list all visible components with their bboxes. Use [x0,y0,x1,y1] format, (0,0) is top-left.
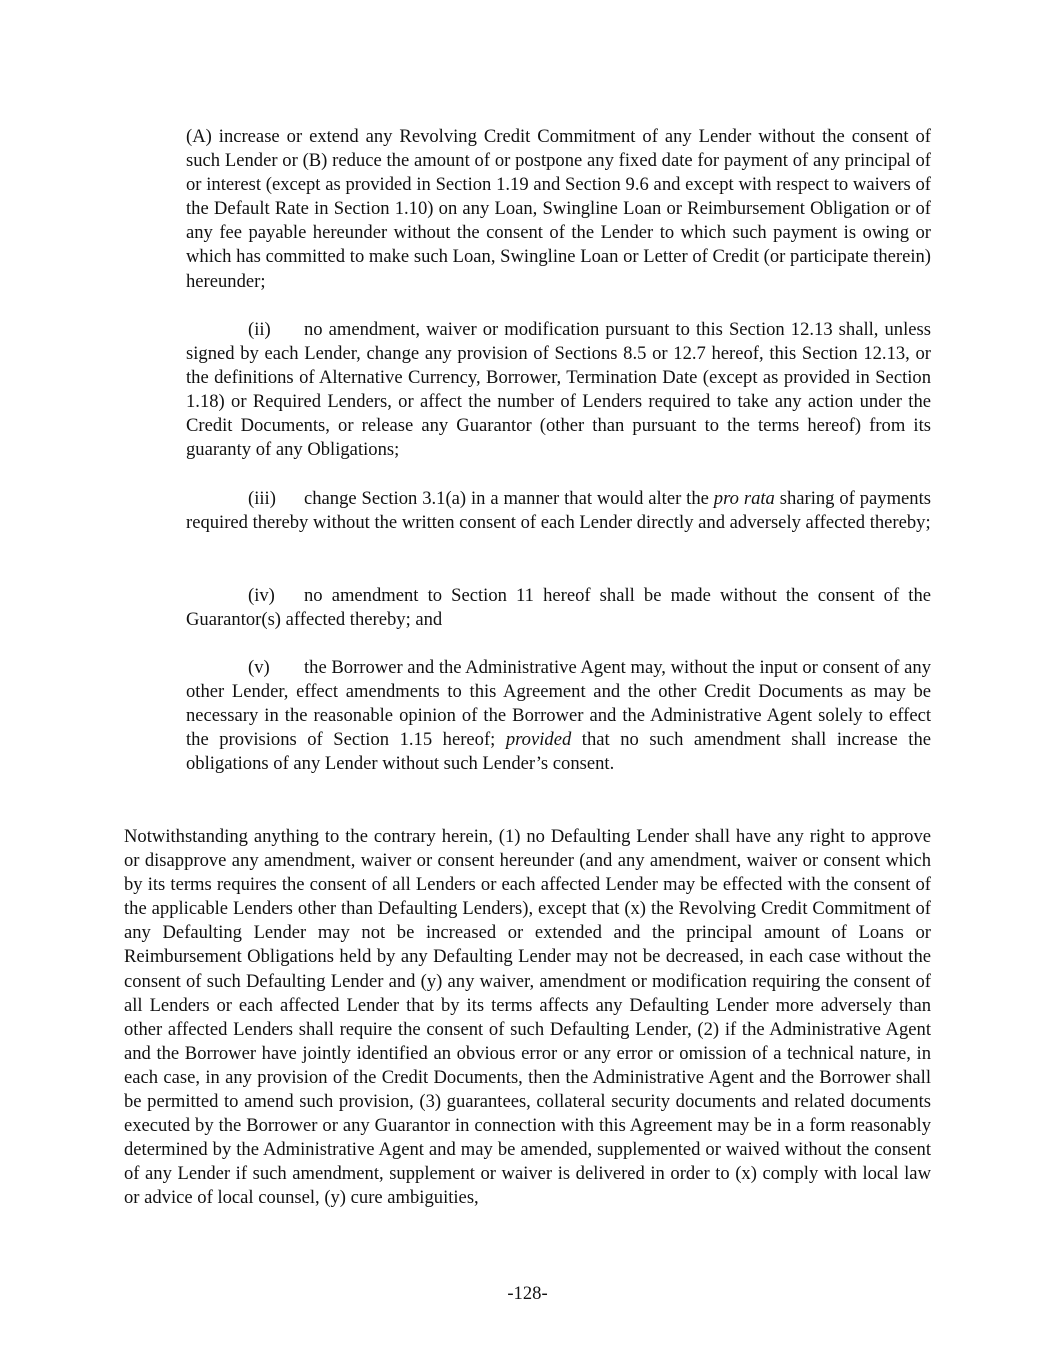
page-number: -128- [507,1283,548,1304]
clause-ii-marker: (ii) [248,319,271,340]
clause-ii [186,318,931,463]
clause-iii [186,487,931,535]
clause-v [186,656,931,776]
clause-iii-text-before: change Section 3.1(a) in a manner that would alter the [304,488,714,509]
notwithstanding-paragraph [124,825,931,1211]
clause-iv-marker: (iv) [248,585,275,606]
clause-ii-text: no amendment, waiver or modification pursuant to this Section 12.13 shall, unless signed by each Lender, change any provision of Sections 8.5 or 12.7 hereof, this Section 12.13, or the definitions of Alternative Currency, Borrower, Termination Date (except as provided in Section 1.18) or Required Lenders, or affect the number of Lenders required to take any action under the Credit Documents, or release any Guarantor (other than pursuant to the terms hereof) from its guaranty of any Obligations; [186,319,931,461]
clause-v-text-before: the Borrower and the Administrative Agent may, without the input or consent of any other Lender, effect amendments to this Agreement and the other Credit Documents as may be necessary in the reasonable opinion of the Borrower and the Administrative Agent solely to effect the provisions of Section 1.15 hereof; [186,657,931,751]
clause-iv-text: no amendment to Section 11 hereof shall be made without the consent of the Guarantor(s) affected thereby; and [186,585,931,631]
clause-v-marker: (v) [248,657,270,678]
clause-v-text-after: that no such amendment shall increase the obligations of any Lender without such Lender’s consent. [186,729,931,775]
notwithstanding-text: Notwithstanding anything to the contrary herein, (1) no Defaulting Lender shall have any right to approve or disapprove any amendment, waiver or consent hereunder (and any amendment, waiver or consent which by its terms requires the consent of all Lenders or each affected Lender may be effected with the consent of the applicable Lenders other than Defaulting Lenders), except that (x) the Revolving Credit Commitment of any Defaulting Lender may not be increased or extended and the principal amount of Loans or Reimbursement Obligations held by any Defaulting Lender may not be decreased, in each case without the consent of such Defaulting Lender and (y) any waiver, amendment or modification requiring the consent of all Lenders or each affected Lender that by its terms affects any Defaulting Lender more adversely than other affected Lenders shall require the consent of such Defaulting Lender, (2) if the Administrative Agent and the Borrower have jointly identified an obvious error or any error or omission of a technical nature, in each case, in any provision of the Credit Documents, then the Administrative Agent and the Borrower shall be permitted to amend such provision, (3) guarantees, collateral security documents and related documents executed by the Borrower or any Guarantor in connection with this Agreement may be in a form reasonably determined by the Administrative Agent and may be amended, supplemented or waived without the consent of any Lender if such amendment, supplement or waiver is delivered in order to (x) comply with local law or advice of local counsel, (y) cure ambiguities, [124,826,931,1209]
clause-iv [186,584,931,632]
clause-iii-italic: pro rata [713,488,775,509]
paragraph-a-text: (A) increase or extend any Revolving Credit Commitment of any Lender without the consent of such Lender or (B) reduce the amount of or postpone any fixed date for payment of any principal of or interest (except as provided in Section 1.19 and Section 9.6 and except with respect to waivers of the Default Rate in Section 1.10) on any Loan, Swingline Loan or Reimbursement Obligation or of any fee payable hereunder without the consent of the Lender to which such payment is owing or which has committed to make such Loan, Swingline Loan or Letter of Credit (or participate therein) hereunder; [186,126,931,292]
clause-v-italic: provided [505,729,572,751]
paragraph-a [186,125,931,294]
clause-iii-text-after: sharing of payments required thereby without the written consent of each Lender directly and adversely affected thereby; [186,488,931,534]
clause-iii-marker: (iii) [248,488,276,509]
